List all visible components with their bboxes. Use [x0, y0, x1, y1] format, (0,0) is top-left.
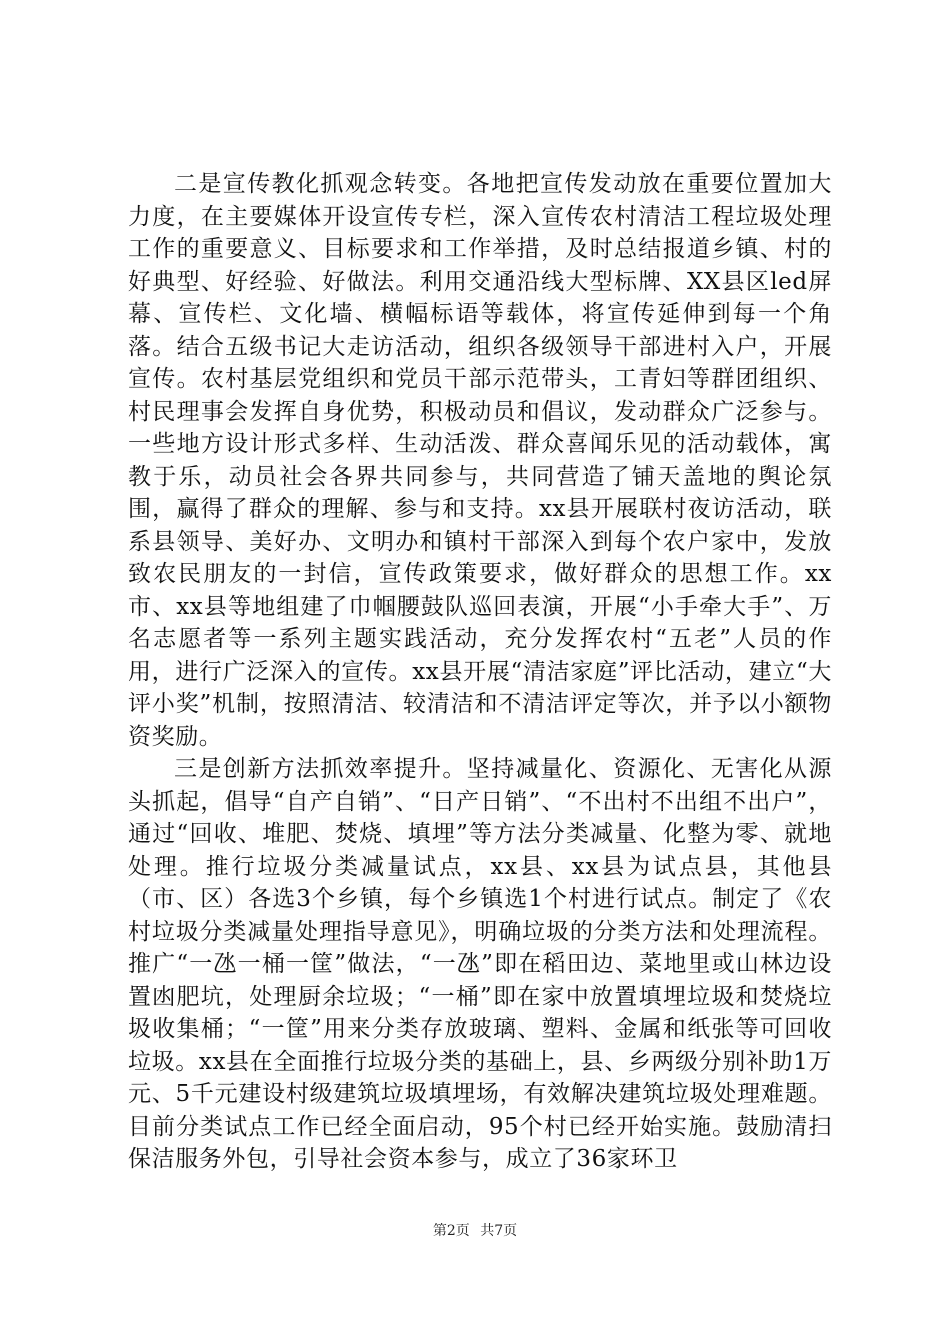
page-number-total: 共7页 — [480, 1223, 518, 1239]
page-footer — [0, 1222, 950, 1240]
paragraph-publicity: 二是宣传教化抓观念转变。各地把宣传发动放在重要位置加大力度，在主要媒体开设宣传专栏，深入宣传农村清洁工程垃圾处理工作的重要意义、目标要求和工作举措，及时总结报道乡镇、村的好典型、好经验、好做法。利用交通沿线大型标牌、XX县区led屏幕、宣传栏、文化墙、横幅标语等载体，将宣传延伸到每一个角落。结合五级书记大走访活动，组织各级领导干部进村入户，开展宣传。农村基层党组织和党员干部示范带头，工青妇等群团组织、村民理事会发挥自身优势，积极动员和倡议，发动群众广泛参与。一些地方设计形式多样、生动活泼、群众喜闻乐见的活动载体，寓教于乐，动员社会各界共同参与，共同营造了铺天盖地的舆论氛围，赢得了群众的理解、参与和支持。xx县开展联村夜访活动，联系县领导、美好办、文明办和镇村干部深入到每个农户家中，发放致农民朋友的一封信，宣传政策要求，做好群众的思想工作。xx市、xx县等地组建了巾帼腰鼓队巡回表演，开展“小手牵大手”、万名志愿者等一系列主题实践活动，充分发挥农村“五老”人员的作用，进行广泛深入的宣传。xx县开展“清洁家庭”评比活动，建立“大评小奖”机制，按照清洁、较清洁和不清洁评定等次，并予以小额物资奖励。 — [128, 171, 832, 750]
page-number-current: 第2页 — [432, 1223, 470, 1239]
document-body — [128, 168, 832, 1176]
paragraph-innovation: 三是创新方法抓效率提升。坚持减量化、资源化、无害化从源头抓起，倡导“自产自销”、“日产日销”、“不出村不出组不出户”，通过“回收、堆肥、焚烧、填埋”等方法分类减量、化整为零、就地处理。推行垃圾分类减量试点，xx县、xx县为试点县，其他县（市、区）各选3个乡镇，每个乡镇选1个村进行试点。制定了《农村垃圾分类减量处理指导意见》，明确垃圾的分类方法和处理流程。推广“一氹一桶一筐”做法，“一氹”即在稻田边、菜地里或山林边设置凼肥坑，处理厨余垃圾；“一桶”即在家中放置填埋垃圾和焚烧垃圾收集桶；“一筐”用来分类存放玻璃、塑料、金属和纸张等可回收垃圾。xx县在全面推行垃圾分类的基础上，县、乡两级分别补助1万元、5千元建设村级建筑垃圾填埋场，有效解决建筑垃圾处理难题。目前分类试点工作已经全面启动，95个村已经开始实施。鼓励清扫保洁服务外包，引导社会资本参与，成立了36家环卫 — [128, 756, 832, 1172]
